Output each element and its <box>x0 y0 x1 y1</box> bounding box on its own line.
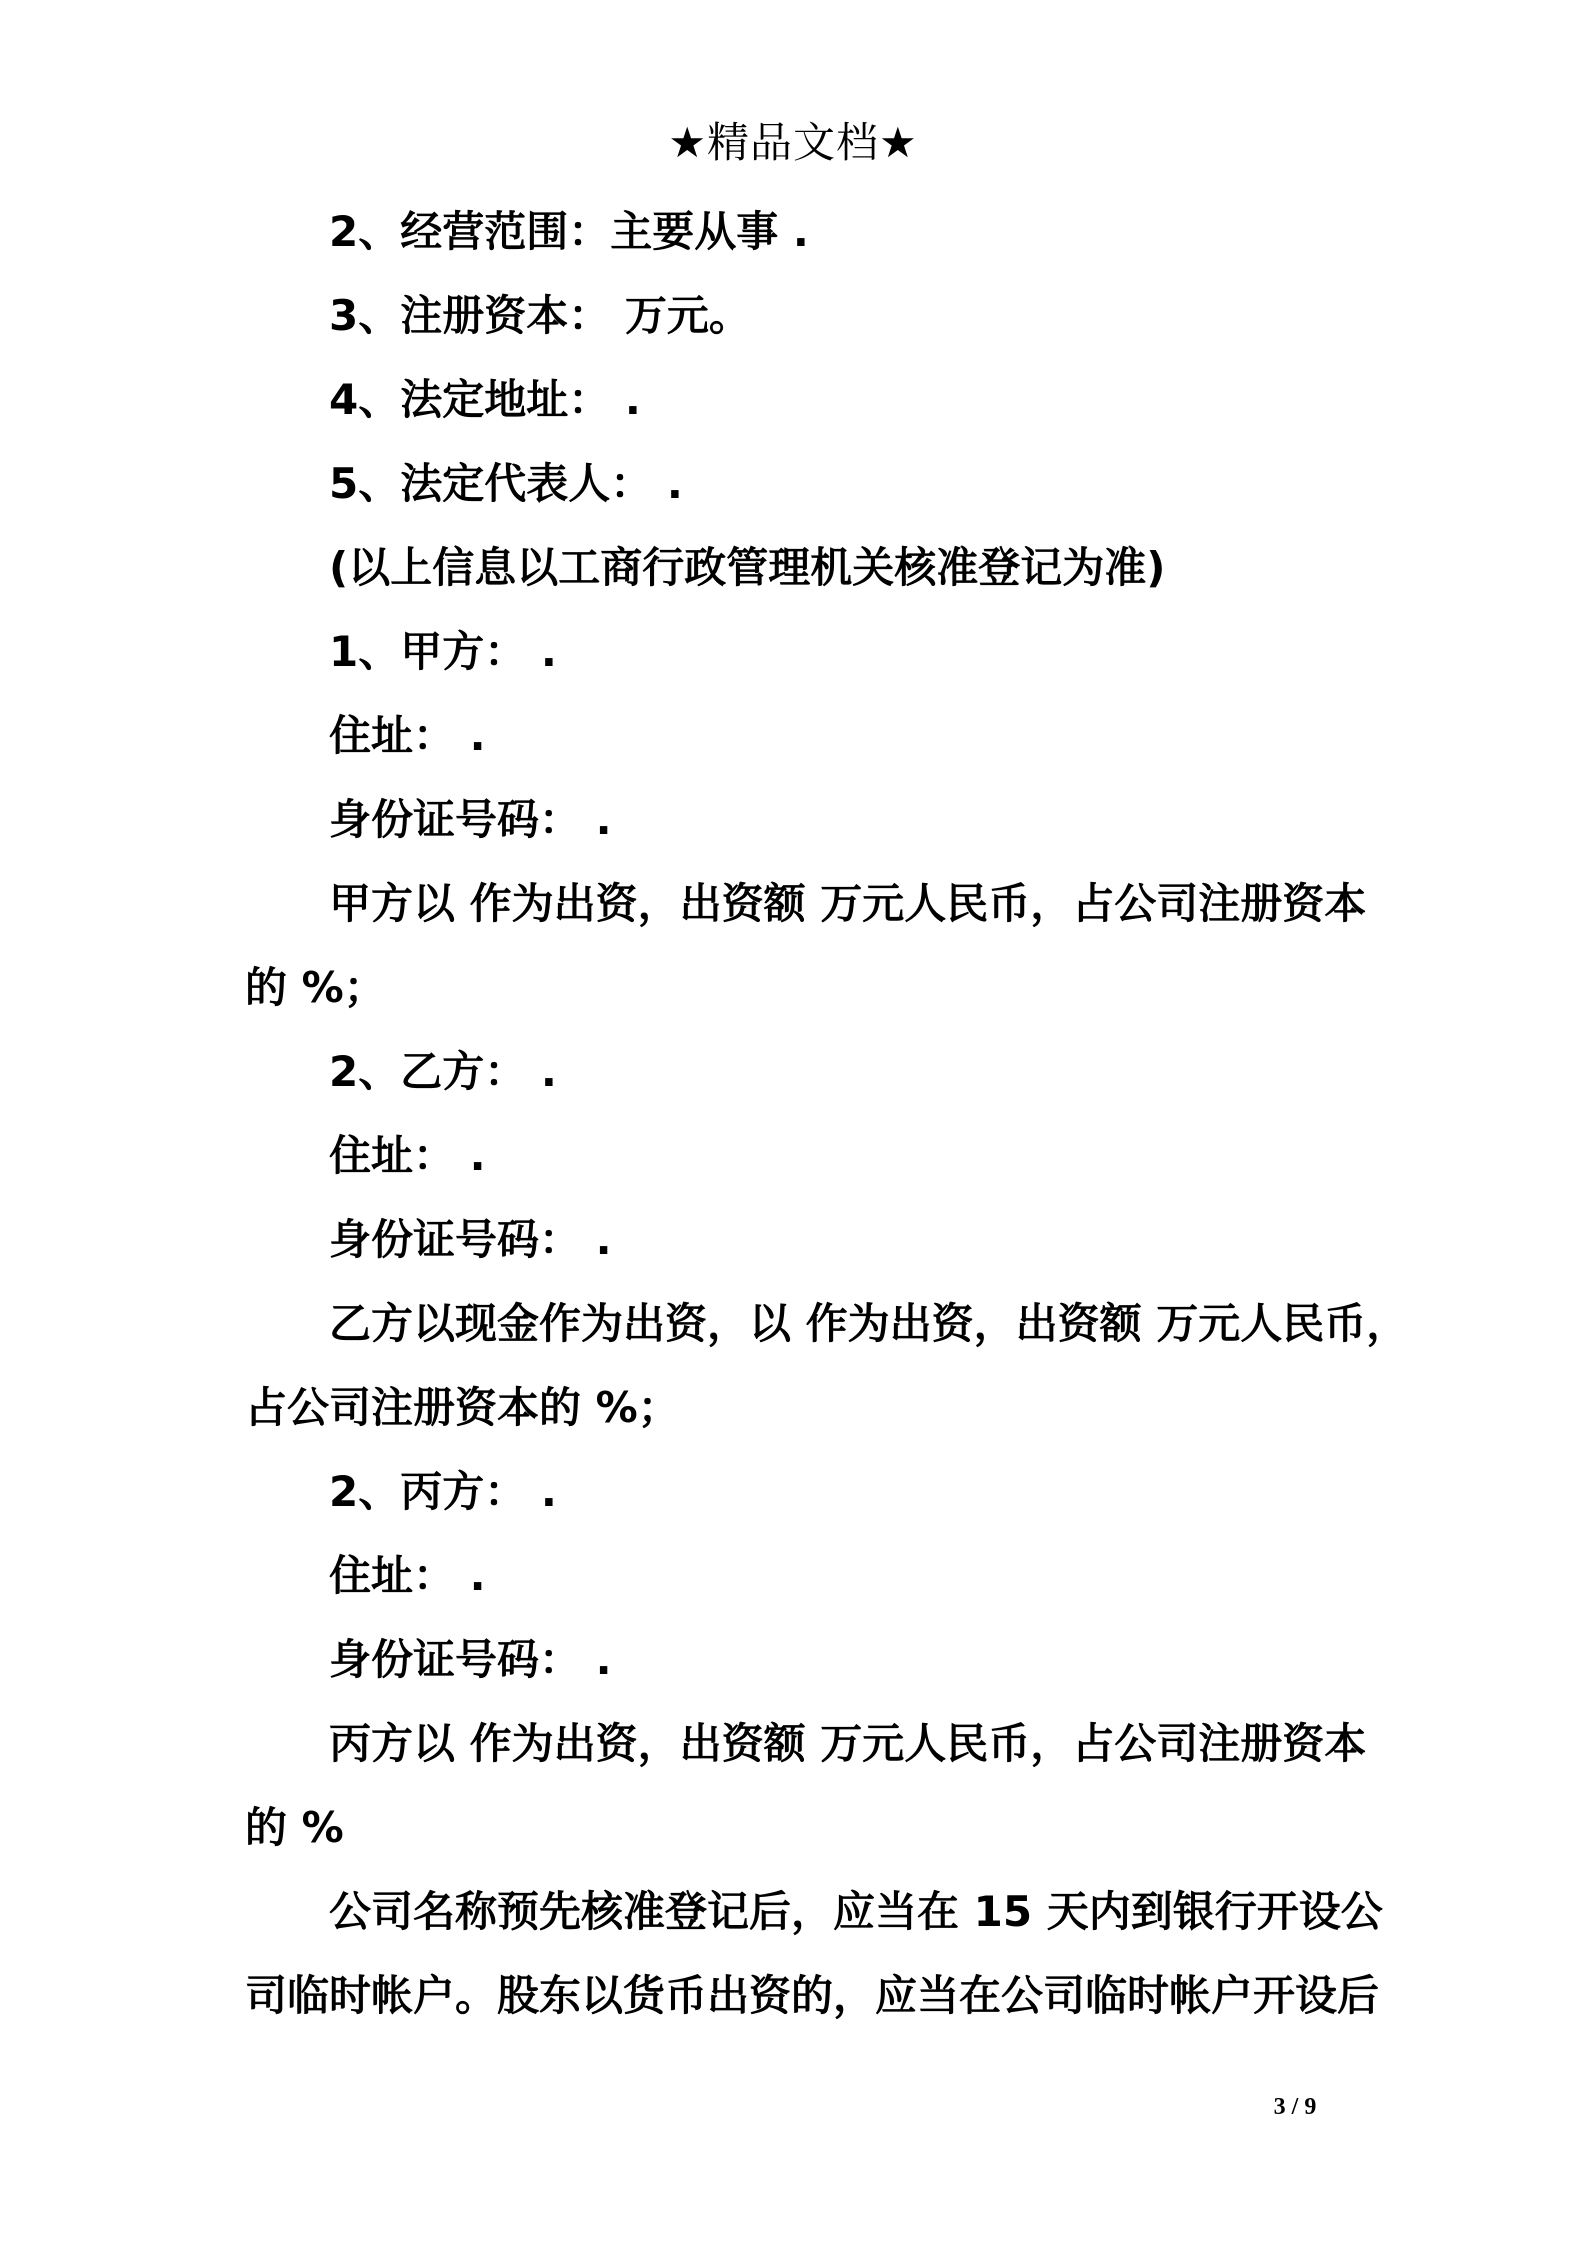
document-body <box>245 190 1409 2038</box>
text-line-party-a-contribution: 甲方以 作为出资，出资额 万元人民币，占公司注册资本 <box>329 879 1367 928</box>
text-line-party-b-address: 住址： . <box>329 1131 486 1180</box>
text-line-party-b-id: 身份证号码： . <box>329 1215 612 1264</box>
text-line-legal-address: 4、法定地址： . <box>329 375 641 424</box>
text-line-bank-account-cont: 司临时帐户。股东以货币出资的，应当在公司临时帐户开设后 <box>245 1971 1380 2020</box>
document-header-title: ★精品文档★ <box>668 118 918 167</box>
text-line-party-a-id: 身份证号码： . <box>329 795 612 844</box>
text-line-party-c-contribution: 丙方以 作为出资，出资额 万元人民币，占公司注册资本 <box>329 1719 1367 1768</box>
text-line-party-c-address: 住址： . <box>329 1551 486 1600</box>
text-line-party-b: 2、乙方： . <box>329 1047 557 1096</box>
text-line-party-b-contribution: 乙方以现金作为出资，以 作为出资，出资额 万元人民币， <box>329 1299 1409 1348</box>
text-line-registration-note: (以上信息以工商行政管理机关核准登记为准) <box>329 543 1166 592</box>
text-line-registered-capital: 3、注册资本： 万元。 <box>329 291 751 340</box>
text-line-bank-account: 公司名称预先核准登记后，应当在 15 天内到银行开设公 <box>329 1887 1383 1936</box>
text-line-party-c-id: 身份证号码： . <box>329 1635 612 1684</box>
text-line-party-c: 2、丙方： . <box>329 1467 557 1516</box>
text-line-party-b-contribution-cont: 占公司注册资本的 %； <box>245 1383 680 1432</box>
text-line-legal-representative: 5、法定代表人： . <box>329 459 683 508</box>
text-line-business-scope: 2、经营范围：主要从事 . <box>329 207 809 256</box>
page-number: 3 / 9 <box>1273 2094 1317 2120</box>
text-line-party-a: 1、甲方： . <box>329 627 557 676</box>
text-line-party-a-contribution-cont: 的 %； <box>245 963 386 1012</box>
text-line-party-c-contribution-cont: 的 % <box>245 1803 344 1852</box>
text-line-party-a-address: 住址： . <box>329 711 486 760</box>
